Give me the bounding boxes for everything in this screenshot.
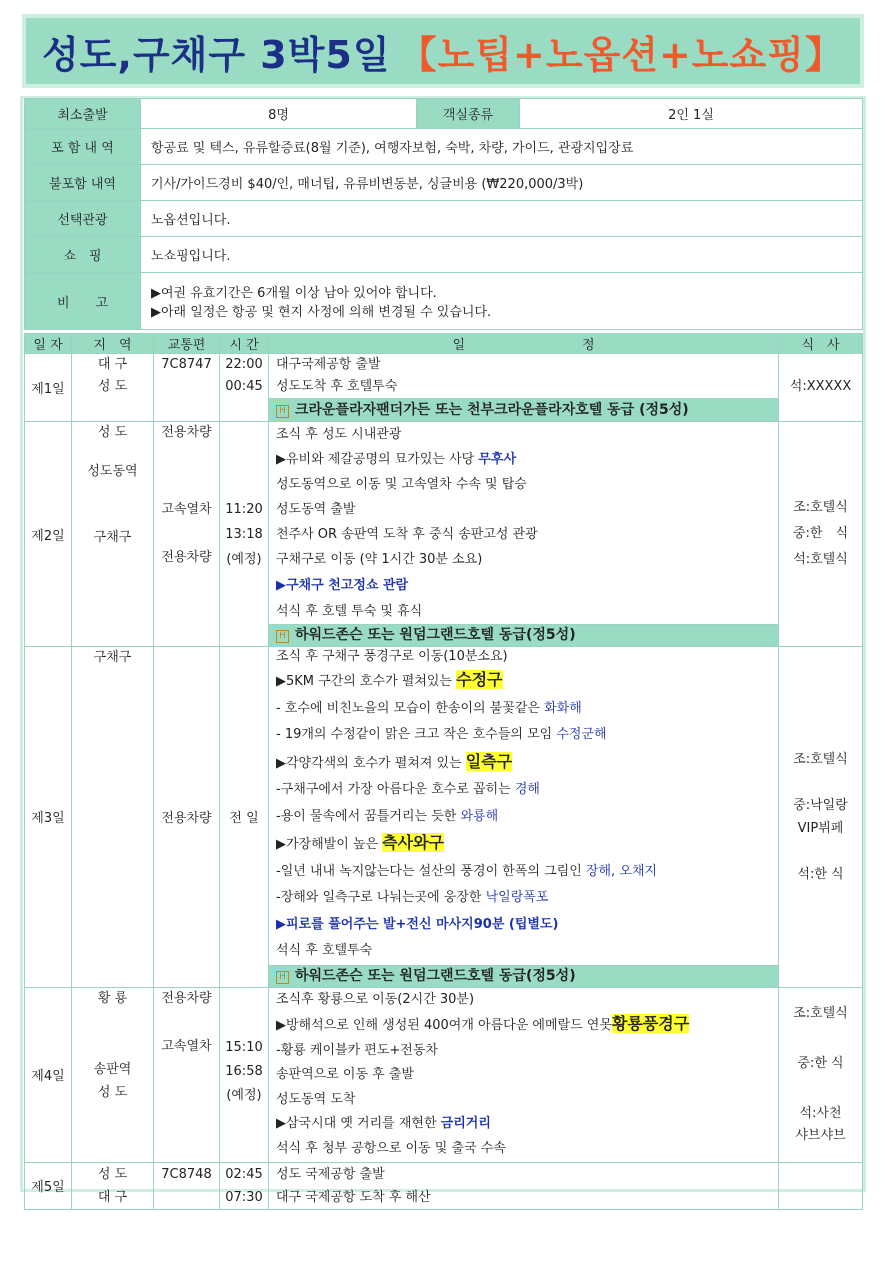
plan-line: -장해와 일측구로 나눠는곳에 웅장한 낙일랑폭포	[276, 890, 549, 905]
time: 15:10	[225, 1039, 263, 1055]
title-main: 성도,구채구 3박5일	[42, 32, 391, 77]
meal: 석:사천	[799, 1105, 842, 1121]
transport-cell	[154, 422, 220, 647]
plan-line: ▶삼국시대 옛 거리를 재현한 금리거리	[276, 1116, 491, 1131]
place-cell	[72, 1162, 154, 1209]
time: 13:18	[225, 527, 263, 542]
plan-line: 성도동역 도착	[276, 1091, 356, 1107]
plan-line: 송판역으로 이동 후 출발	[276, 1067, 414, 1082]
day-label: 제3일	[25, 647, 72, 988]
transport: 전용차량	[161, 550, 212, 565]
included-value: 항공료 및 텍스, 유류할증료(8월 기준), 여행자보험, 숙박, 차량, 가이드, 관광지입장료	[141, 129, 863, 165]
plan-line: 성도동역으로 이동 및 고속열차 수속 및 탑승	[276, 477, 527, 492]
plan-line: 조식후 황룡으로 이동(2시간 30분)	[276, 991, 475, 1007]
transport: 고속열차	[161, 1038, 212, 1054]
time: 07:30	[225, 1189, 263, 1205]
plan-line: 조식 후 성도 시내관광	[276, 427, 402, 442]
excluded-label: 불포함 내역	[25, 165, 141, 201]
place-cell	[72, 422, 154, 647]
time: 16:58	[225, 1063, 263, 1079]
schedule-table	[24, 333, 863, 1210]
place: 구채구	[93, 530, 132, 545]
header-day: 일 자	[25, 334, 72, 354]
transport-cell	[154, 354, 220, 422]
hotel-icon: H	[276, 630, 289, 643]
shopping-label: 쇼 핑	[25, 237, 141, 273]
day-row	[25, 422, 863, 647]
plan-line: -일년 내내 녹지않는다는 설산의 풍경이 한폭의 그림인 장해, 오채지	[276, 863, 657, 879]
page-title	[22, 14, 864, 88]
plan-line: ▶방해석으로 인해 생성된 400여개 아름다운 에메랄드 연못황룡풍경구	[276, 1014, 690, 1033]
meal: 중:한 식	[792, 526, 849, 541]
plan-line: -황룡 케이블카 편도+전동차	[276, 1042, 438, 1058]
plan-line: - 호수에 비친노을의 모습이 한송이의 불꽃같은 화화해	[276, 700, 582, 716]
hotel-name: 하워드존슨 또는 원덤그랜드호텔 동급(정5성)	[295, 967, 576, 984]
time: 11:20	[225, 502, 263, 517]
transport: 7C8748	[161, 1166, 212, 1182]
plan-line: ▶가장해발이 높은 측사와구	[276, 833, 444, 852]
time: (예정)	[226, 552, 262, 567]
remarks-line: ▶여권 유효기간은 6개월 이상 남아 있어야 합니다.	[151, 286, 437, 301]
min-departure-label: 최소출발	[25, 99, 141, 129]
transport: 전용차량	[161, 425, 212, 440]
meal-cell	[779, 647, 863, 988]
time: 02:45	[225, 1166, 263, 1182]
included-label: 포 함 내 역	[25, 129, 141, 165]
plan-line: -구채구에서 가장 아름다운 호수로 꼽히는 경해	[276, 782, 540, 797]
meal-cell	[779, 987, 863, 1162]
plan-line: 대구국제공항 출발	[276, 357, 381, 372]
day-row	[25, 354, 863, 422]
plan-line: 천주사 OR 송판역 도착 후 중식 송판고성 관광	[276, 527, 538, 542]
plan-line: ▶구채구 천고정쇼 관람	[276, 578, 409, 593]
header-time: 시 간	[220, 334, 269, 354]
meal: 석:한 식	[797, 866, 844, 882]
place: 성 도	[97, 425, 128, 440]
place: 대 구	[97, 1189, 128, 1205]
plan-line: 성도도착 후 호텔투숙	[276, 379, 398, 394]
plan-line: 석식 후 호텔 투숙 및 휴식	[276, 604, 423, 619]
hotel-line	[269, 398, 778, 421]
plan-line: -용이 물속에서 꿈틀거리는 듯한 와룡해	[276, 808, 499, 824]
place-cell	[72, 647, 154, 988]
meal: 조:호텔식	[793, 1005, 848, 1021]
hotel-line	[269, 624, 778, 646]
plan-line: 석식 후 청부 공항으로 이동 및 출국 수속	[276, 1140, 506, 1156]
shopping-value: 노쇼핑입니다.	[141, 237, 863, 273]
plan-line: 조식 후 구채구 풍경구로 이동(10분소요)	[276, 649, 508, 664]
time-cell	[220, 354, 269, 422]
transport-cell	[154, 987, 220, 1162]
room-type-label: 객실종류	[417, 99, 520, 129]
meal: 석:호텔식	[793, 552, 848, 567]
hotel-icon: H	[276, 405, 289, 418]
day-label: 제2일	[25, 422, 72, 647]
transport-cell: 전용차량	[154, 647, 220, 988]
time-cell	[220, 422, 269, 647]
place: 대 구	[97, 357, 128, 372]
plan-line: ▶유비와 제갈공명의 묘가있는 사당 무후사	[276, 452, 517, 467]
header-plan: 일 정	[269, 334, 779, 354]
meal: 샤브샤브	[795, 1127, 846, 1143]
remarks-label: 비 고	[25, 273, 141, 330]
transport: 7C8747	[161, 357, 212, 372]
plan-cell	[269, 647, 779, 988]
plan-line: ▶피로를 풀어주는 발+전신 마사지90분 (팁별도)	[276, 916, 559, 932]
plan-line: 석식 후 호텔투숙	[276, 943, 373, 958]
meal: 중:낙일랑	[793, 797, 848, 813]
place: 성 도	[97, 1084, 128, 1100]
remarks-line: ▶아래 일정은 항공 및 현지 사정에 의해 변경될 수 있습니다.	[151, 305, 492, 320]
plan-line: ▶5KM 구간의 호수가 펼쳐있는 수정구	[276, 670, 503, 689]
place: 구채구	[93, 650, 132, 665]
hotel-name: 하워드존슨 또는 원덤그랜드호텔 동급(정5성)	[295, 627, 576, 643]
time-cell: 전 일	[220, 647, 269, 988]
hotel-name: 크라운플라자팬더가든 또는 천부크라운플라자호텔 동급 (정5성)	[295, 402, 689, 418]
plan-cell	[269, 422, 779, 647]
header-transport: 교통편	[154, 334, 220, 354]
hotel-icon: H	[276, 971, 289, 984]
header-place: 지 역	[72, 334, 154, 354]
place: 성도동역	[87, 464, 138, 479]
hotel-line	[269, 965, 778, 987]
place: 송판역	[93, 1061, 132, 1077]
day-label: 제1일	[25, 354, 72, 422]
title-accent: 【노팁+노옵션+노쇼핑】	[398, 32, 844, 77]
day-row	[25, 987, 863, 1162]
meal: 조:호텔식	[793, 751, 848, 767]
plan-line: 구채구로 이동 (약 1시간 30분 소요)	[276, 552, 483, 567]
meal: 조:호텔식	[793, 500, 848, 515]
remarks-value	[141, 273, 863, 330]
plan-line: 성도 국제공항 출발	[276, 1166, 385, 1182]
transport: 전용차량	[161, 990, 212, 1006]
meal-cell: 석:XXXXX	[779, 354, 863, 422]
place-cell	[72, 987, 154, 1162]
meal: 중:한 식	[797, 1055, 844, 1071]
place: 성 도	[97, 379, 128, 394]
excluded-value: 기사/가이드경비 $40/인, 매너팁, 유류비변동분, 싱글비용 (₩220,000/3박)	[141, 165, 863, 201]
plan-line: 대구 국제공항 도착 후 해산	[276, 1189, 431, 1205]
place-cell	[72, 354, 154, 422]
day-row	[25, 1162, 863, 1209]
meal-cell	[779, 422, 863, 647]
plan-line: 성도동역 출발	[276, 502, 356, 517]
time: (예정)	[226, 1087, 262, 1103]
place: 황 룡	[97, 990, 128, 1006]
room-type-value: 2인 1실	[520, 99, 863, 129]
time-cell	[220, 1162, 269, 1209]
transport: 고속열차	[161, 502, 212, 517]
plan-line: ▶각양각색의 호수가 펼쳐져 있는 일측구	[276, 751, 513, 771]
time-cell	[220, 987, 269, 1162]
place: 성 도	[97, 1166, 128, 1182]
optional-tour-label: 선택관광	[25, 201, 141, 237]
transport-cell	[154, 1162, 220, 1209]
min-departure-value: 8명	[141, 99, 417, 129]
day-row	[25, 647, 863, 988]
day-label: 제4일	[25, 987, 72, 1162]
header-meal: 식 사	[779, 334, 863, 354]
plan-cell	[269, 987, 779, 1162]
time: 22:00	[225, 357, 263, 372]
plan-cell	[269, 354, 779, 422]
plan-cell	[269, 1162, 779, 1209]
plan-line: - 19개의 수정같이 맑은 크고 작은 호수들의 모임 수정군해	[276, 727, 607, 742]
meal-cell	[779, 1162, 863, 1209]
day-label: 제5일	[25, 1162, 72, 1209]
info-table	[24, 98, 863, 330]
meal: VIP뷔페	[797, 820, 844, 836]
optional-tour-value: 노옵션입니다.	[141, 201, 863, 237]
time: 00:45	[225, 379, 263, 394]
